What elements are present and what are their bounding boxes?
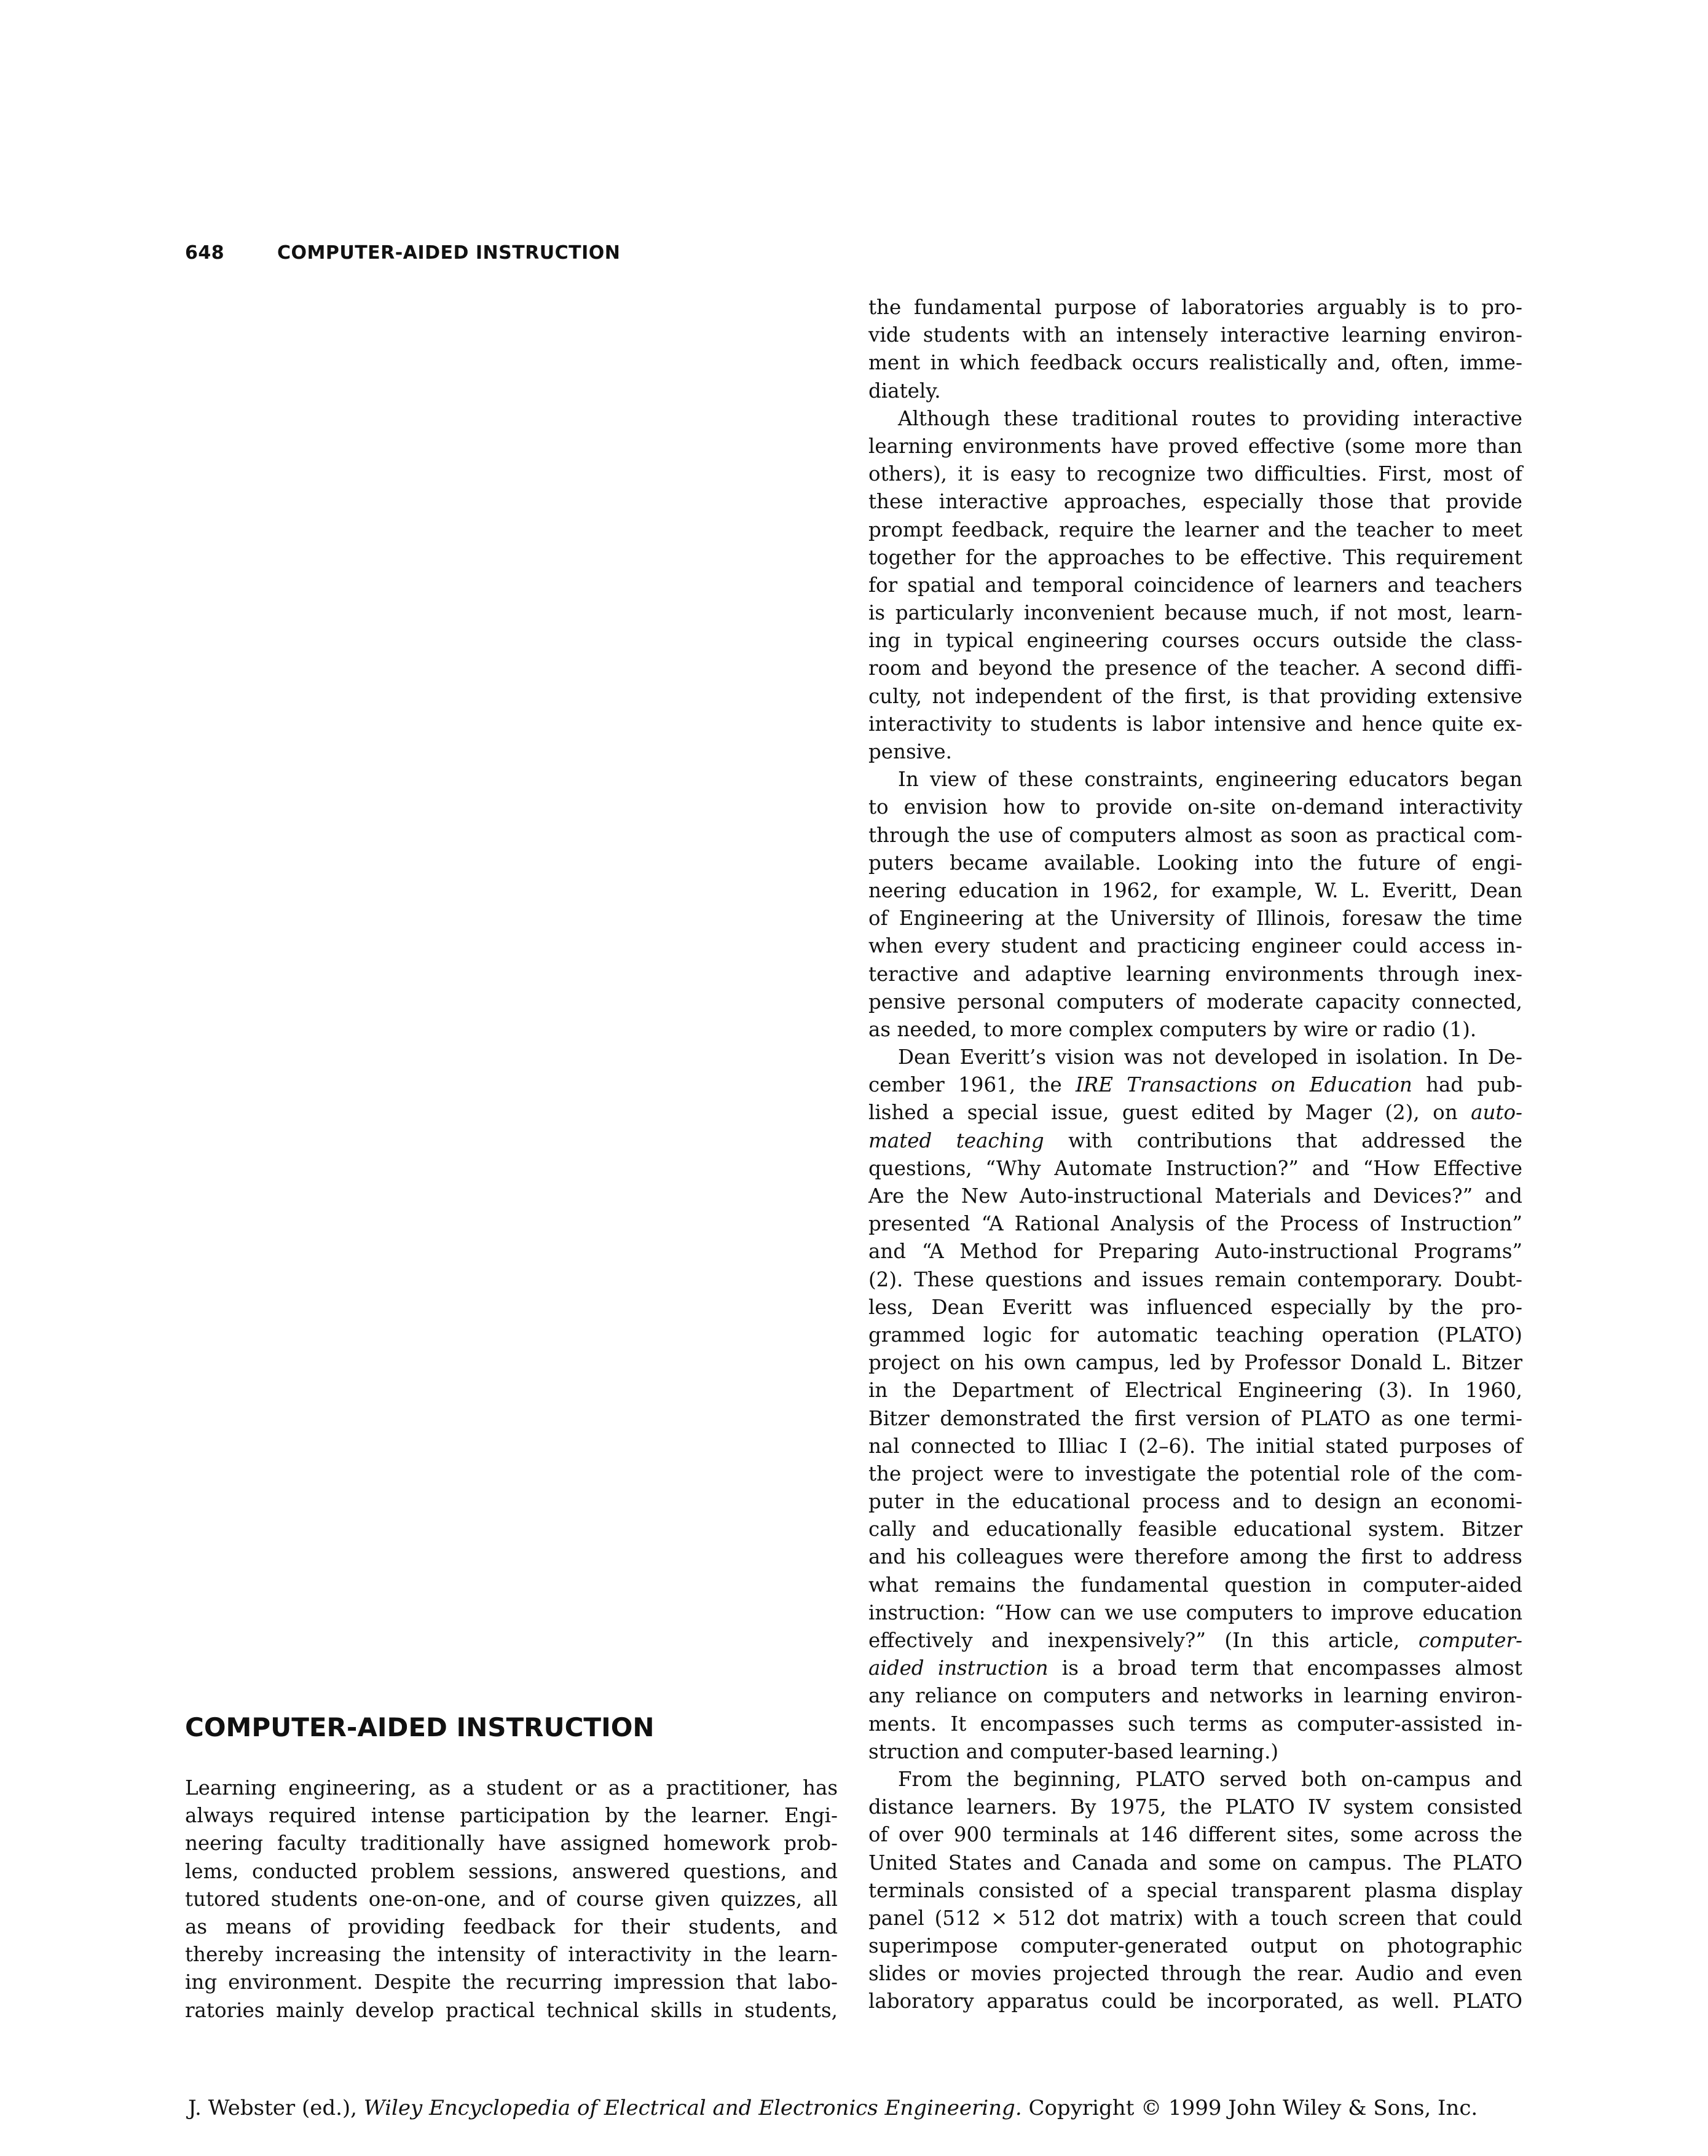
text-run: had pub- [1412, 1073, 1522, 1097]
left-column [185, 1774, 838, 2024]
text-line: Bitzer demonstrated the first version of PLATO as one termi- [868, 1406, 1522, 1430]
text-line: (2). These questions and issues remain contemporary. Doubt- [868, 1267, 1522, 1291]
text-line: grammed logic for automatic teaching operation (PLATO) [868, 1323, 1522, 1347]
text-line: when every student and practicing engineer could access in- [868, 934, 1522, 958]
text-line: struction and computer-based learning.) [868, 1739, 1279, 1763]
text-line: neering faculty traditionally have assigned homework prob- [185, 1831, 838, 1855]
text-run: with contributions that addressed the [1044, 1128, 1523, 1152]
text-line: the project were to investigate the potential role of the com- [868, 1462, 1522, 1485]
text-line: slides or movies projected through the rear. Audio and even [868, 1962, 1522, 1986]
emphasis-term: auto- [1471, 1101, 1522, 1125]
text-line: what remains the fundamental question in computer-aided [868, 1573, 1522, 1597]
text-line: nal connected to Illiac I (2–6). The initial stated purposes of [868, 1434, 1522, 1458]
text-line: of Engineering at the University of Illinois, foresaw the time [868, 907, 1522, 930]
text-line: tutored students one-on-one, and of course given quizzes, all [185, 1887, 838, 1911]
text-line: vide students with an intensely interactive learning environ- [868, 323, 1522, 347]
text-line [868, 1654, 1522, 1682]
text-line: as means of providing feedback for their students, and [185, 1914, 838, 1938]
footer-copyright: Copyright © 1999 John Wiley & Sons, Inc. [1021, 2096, 1478, 2120]
text-line: In view of these constraints, engineering educators began [898, 768, 1522, 792]
text-line: instruction: “How can we use computers to improve education [868, 1600, 1522, 1624]
text-line: puter in the educational process and to design an economi- [868, 1490, 1522, 1514]
text-line: of over 900 terminals at 146 different sites, some across the [868, 1823, 1522, 1847]
text-line [868, 1099, 1522, 1127]
text-line: and his colleagues were therefore among the first to address [868, 1545, 1522, 1569]
text-run: effectively and inexpensively?” (In this article, [868, 1629, 1419, 1652]
text-line: United States and Canada and some on campus. The PLATO [868, 1851, 1522, 1875]
copyright-footer [188, 2096, 1478, 2120]
text-line: presented “A Rational Analysis of the Process of Instruction” [868, 1212, 1522, 1236]
text-line: superimpose computer-generated output on photographic [868, 1934, 1522, 1958]
text-line: culty, not independent of the first, is that providing extensive [868, 684, 1522, 708]
text-line: diately. [868, 379, 941, 403]
text-line: the fundamental purpose of laboratories arguably is to pro- [868, 296, 1522, 319]
footer-book-title: Wiley Encyclopedia of Electrical and Electronics Engineering. [363, 2096, 1022, 2120]
text-line: through the use of computers almost as soon as practical com- [868, 823, 1522, 847]
text-line: From the beginning, PLATO served both on-campus and [898, 1767, 1522, 1791]
text-line: ing in typical engineering courses occurs outside the class- [868, 629, 1522, 653]
text-line: Dean Everitt’s vision was not developed in isolation. In De- [898, 1045, 1522, 1069]
text-line: laboratory apparatus could be incorporated, as well. PLATO [868, 1989, 1522, 2013]
text-line: less, Dean Everitt was influenced especially by the pro- [868, 1295, 1522, 1319]
text-line: ments. It encompasses such terms as computer-assisted in- [868, 1712, 1522, 1736]
running-head [185, 242, 620, 264]
text-line: panel (512 × 512 dot matrix) with a touch screen that could [868, 1906, 1522, 1930]
text-line: interactivity to students is labor intensive and hence quite ex- [868, 712, 1522, 736]
text-line: is particularly inconvenient because much, if not most, learn- [868, 601, 1522, 625]
journal-title: IRE Transactions on Education [1075, 1073, 1412, 1097]
running-title: COMPUTER-AIDED INSTRUCTION [277, 242, 621, 264]
text-line: thereby increasing the intensity of interactivity in the learn- [185, 1943, 838, 1967]
text-line: cally and educationally feasible educational system. Bitzer [868, 1517, 1522, 1541]
emphasis-term: computer- [1418, 1629, 1522, 1652]
text-line: learning environments have proved effective (some more than [868, 434, 1522, 458]
text-line: project on his own campus, led by Professor Donald L. Bitzer [868, 1351, 1522, 1375]
text-line: room and beyond the presence of the teacher. A second diffi- [868, 656, 1522, 680]
text-line: together for the approaches to be effective. This requirement [868, 545, 1522, 569]
text-line: pensive personal computers of moderate capacity connected, [868, 989, 1522, 1013]
text-line: any reliance on computers and networks in learning environ- [868, 1684, 1522, 1708]
text-line: teractive and adaptive learning environments through inex- [868, 962, 1522, 986]
emphasis-term: aided instruction [868, 1656, 1049, 1680]
text-line: questions, “Why Automate Instruction?” and “How Effective [868, 1156, 1522, 1180]
text-line: for spatial and temporal coincidence of learners and teachers [868, 573, 1522, 597]
text-run: lished a special issue, guest edited by Mager (2), on [868, 1101, 1471, 1125]
text-line: in the Department of Electrical Engineering (3). In 1960, [868, 1379, 1522, 1403]
text-run: cember 1961, the [868, 1073, 1076, 1097]
text-line: to envision how to provide on-site on-demand interactivity [868, 795, 1522, 819]
text-line: Although these traditional routes to providing interactive [898, 406, 1522, 430]
text-line: distance learners. By 1975, the PLATO IV system consisted [868, 1795, 1522, 1819]
text-line [868, 1071, 1522, 1099]
text-line: puters became available. Looking into the future of engi- [868, 851, 1522, 875]
text-line: ratories mainly develop practical technical skills in students, [185, 1998, 838, 2022]
text-line: others), it is easy to recognize two difficulties. First, most of [868, 462, 1522, 486]
text-line: pensive. [868, 740, 952, 763]
text-line: neering education in 1962, for example, W. L. Everitt, Dean [868, 878, 1522, 902]
text-line: Are the New Auto-instructional Materials and Devices?” and [868, 1184, 1522, 1208]
emphasis-term: mated teaching [868, 1128, 1044, 1152]
text-line: lems, conducted problem sessions, answered questions, and [185, 1859, 838, 1883]
text-line: terminals consisted of a special transparent plasma display [868, 1878, 1522, 1902]
right-column [868, 294, 1522, 2016]
text-line: as needed, to more complex computers by wire or radio (1). [868, 1017, 1477, 1041]
page-number: 648 [185, 242, 225, 264]
article-title: COMPUTER-AIDED INSTRUCTION [185, 1712, 655, 1742]
text-line: always required intense participation by the learner. Engi- [185, 1804, 838, 1828]
text-line [868, 1127, 1522, 1155]
text-line: Learning engineering, as a student or as a practitioner, has [185, 1776, 838, 1800]
text-line: and “A Method for Preparing Auto-instructional Programs” [868, 1240, 1522, 1264]
text-line: ment in which feedback occurs realistically and, often, imme- [868, 351, 1522, 375]
text-line [868, 1627, 1522, 1654]
text-line: ing environment. Despite the recurring impression that labo- [185, 1970, 838, 1994]
text-line: prompt feedback, require the learner and the teacher to meet [868, 517, 1522, 541]
text-run: is a broad term that encompasses almost [1048, 1656, 1522, 1680]
footer-editor: J. Webster (ed.), [188, 2096, 364, 2120]
text-line: these interactive approaches, especially those that provide [868, 490, 1522, 514]
